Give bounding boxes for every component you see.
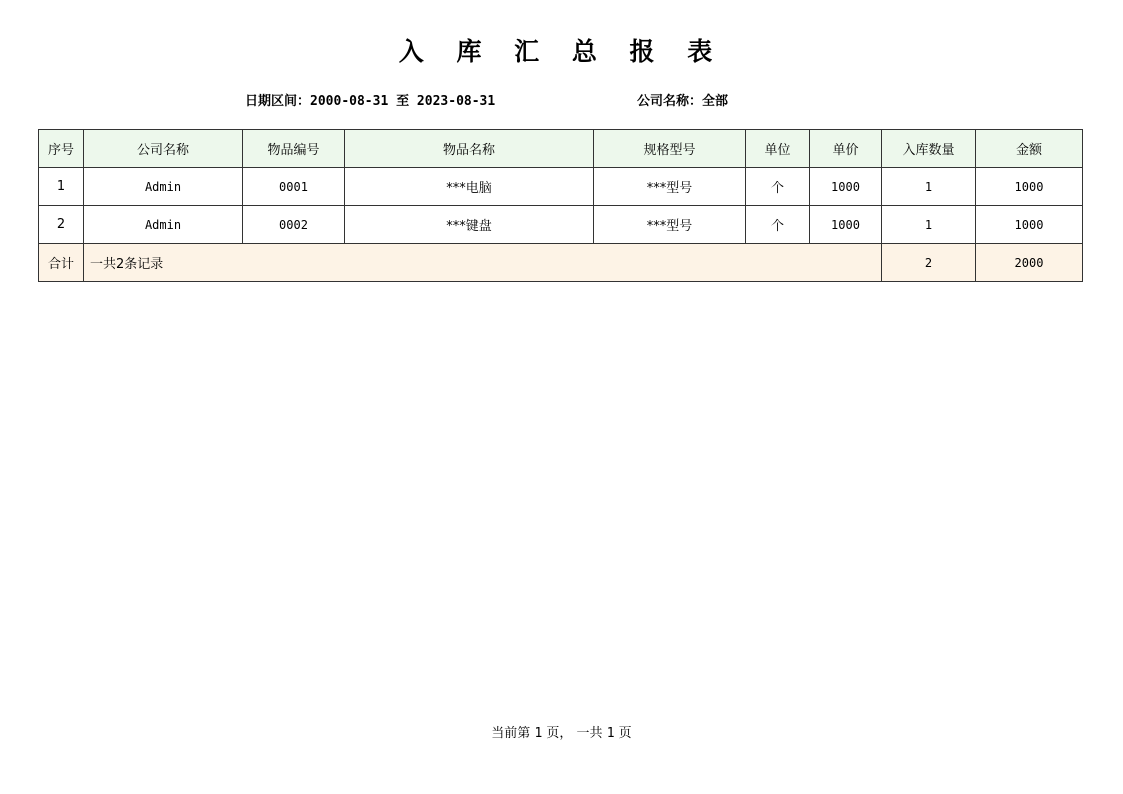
cell-company: Admin <box>84 168 243 206</box>
cell-index: 1 <box>39 168 84 206</box>
header-unit: 单位 <box>746 130 810 168</box>
cell-item-code: 0002 <box>243 206 345 244</box>
cell-quantity: 1 <box>882 168 976 206</box>
date-range-value: 2000-08-31 至 2023-08-31 <box>310 94 496 109</box>
date-range-caption: 日期区间： <box>245 94 311 109</box>
cell-price: 1000 <box>810 168 882 206</box>
table-row <box>39 168 1083 206</box>
total-pages-number: 1 <box>606 726 615 741</box>
company-filter-caption: 公司名称： <box>637 94 703 109</box>
header-quantity: 入库数量 <box>882 130 976 168</box>
page-indicator-middle: 页， 一共 <box>546 726 603 741</box>
date-range-label <box>245 92 495 112</box>
cell-quantity: 1 <box>882 206 976 244</box>
cell-index: 2 <box>39 206 84 244</box>
cell-item-name: ***键盘 <box>345 206 594 244</box>
header-item-name: 物品名称 <box>345 130 594 168</box>
header-spec: 规格型号 <box>594 130 746 168</box>
cell-spec: ***型号 <box>594 206 746 244</box>
cell-unit: 个 <box>746 206 810 244</box>
cell-unit: 个 <box>746 168 810 206</box>
total-label: 合计 <box>39 244 84 282</box>
cell-amount: 1000 <box>976 206 1083 244</box>
company-filter-label <box>637 92 728 112</box>
report-title: 入 库 汇 总 报 表 <box>398 37 725 66</box>
page-indicator-suffix: 页 <box>618 726 632 741</box>
page-indicator-prefix: 当前第 <box>491 726 531 741</box>
header-amount: 金额 <box>976 130 1083 168</box>
cell-item-name: ***电脑 <box>345 168 594 206</box>
company-filter-value: 全部 <box>702 94 729 109</box>
inbound-summary-table <box>38 129 1083 282</box>
current-page-number: 1 <box>534 726 543 741</box>
cell-price: 1000 <box>810 206 882 244</box>
total-summary: 一共2条记录 <box>84 244 882 282</box>
cell-amount: 1000 <box>976 168 1083 206</box>
cell-company: Admin <box>84 206 243 244</box>
table-row <box>39 206 1083 244</box>
table-header-row <box>39 130 1083 168</box>
header-price: 单价 <box>810 130 882 168</box>
total-amount: 2000 <box>976 244 1083 282</box>
cell-item-code: 0001 <box>243 168 345 206</box>
header-item-code: 物品编号 <box>243 130 345 168</box>
header-index: 序号 <box>39 130 84 168</box>
page-indicator <box>0 724 1123 744</box>
cell-spec: ***型号 <box>594 168 746 206</box>
total-quantity: 2 <box>882 244 976 282</box>
total-row <box>39 244 1083 282</box>
header-company: 公司名称 <box>84 130 243 168</box>
